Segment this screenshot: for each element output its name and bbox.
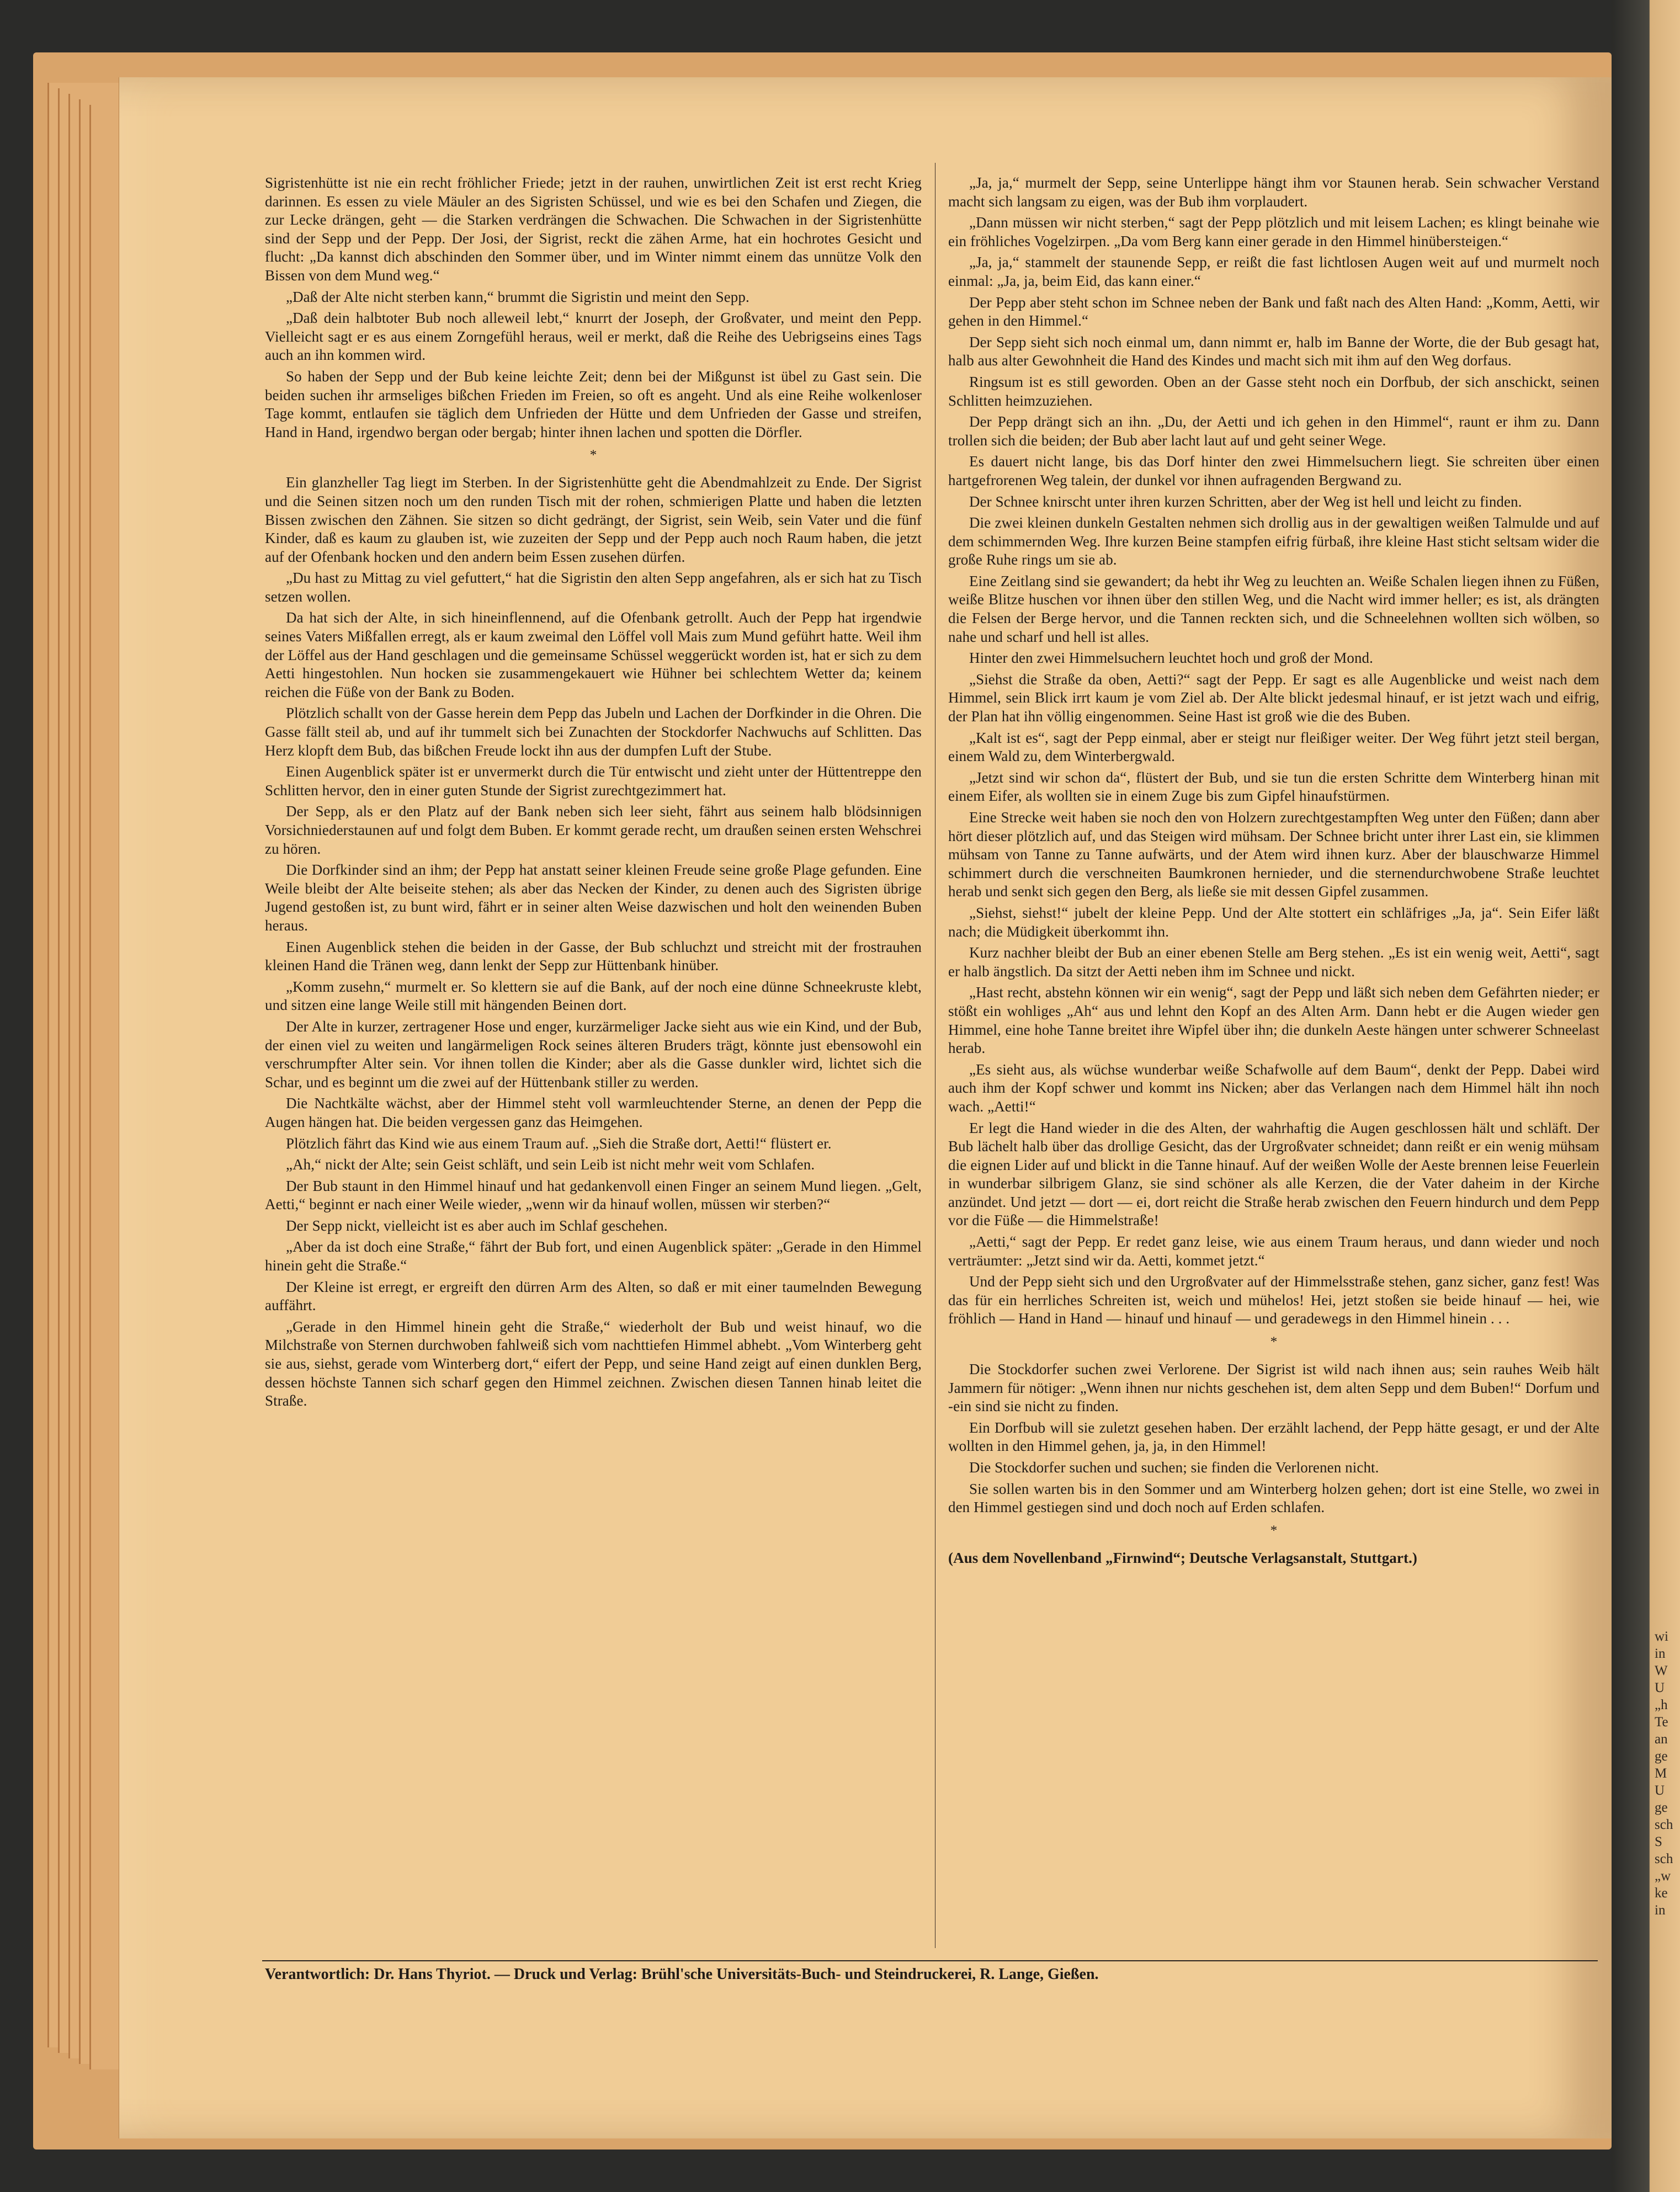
- article-paragraph: „Aber da ist doch eine Straße,“ fährt der Bub fort, und einen Augenblick später: „Gerade in den Himmel hinein geht die Straße.“: [265, 1238, 922, 1274]
- article-paragraph: Eine Strecke weit haben sie noch den von Holzern zurechtgestampften Weg unter den Füßen; dann aber hört dieser plötzlich auf, und das Steigen wird mühsam. Der Schnee bricht unter ihrer Last ein, sie klimmen mühsam von Tanne zu Tanne aufwärts, und der Atem wird ihnen kurz. Aber der blauschwarze Himmel schimmert durch die verschneiten Baumkronen hernieder, und die sternendurchwobene Straße leuchtet herab und senkt sich gegen den Berg, als ließe sie mit dessen Gipfel zusammen.: [948, 809, 1599, 900]
- article-paragraph: Die Stockdorfer suchen zwei Verlorene. Der Sigrist ist wild nach ihnen aus; sein rauhes Weib hält Jammern für nötiger: „Wenn ihnen nur nichts geschehen ist, dem alten Sepp und dem Buben!“ Dorfum und -ein sind sie nicht zu finden.: [948, 1361, 1599, 1415]
- source-credit: (Aus dem Novellenband „Firnwind“; Deutsche Verlagsanstalt, Stuttgart.): [948, 1549, 1418, 1566]
- article-paragraph: Einen Augenblick stehen die beiden in der Gasse, der Bub schluchzt und streicht mit der frostrauhen kleinen Hand die Tränen weg, dann lenkt der Sepp zur Hüttenbank hinüber.: [265, 938, 922, 974]
- article-paragraph: Und der Pepp sieht sich und den Urgroßvater auf der Himmelsstraße stehen, ganz sicher, ganz fest! Was das für ein herrliches Schreiten ist, weich und mühelos! Hei, jetzt stoßen sie beide hinauf — hei, wie fröhlich — Hand in Hand — hinauf und hinauf — und geradewegs in den Himmel hinein . . .: [948, 1273, 1599, 1327]
- adjacent-page-text: wi in W U „h Te an ge M U ge sch S sch „w ke in: [1655, 1629, 1673, 1918]
- article-paragraph: „Jetzt sind wir schon da“, flüstert der Bub, und sie tun die ersten Schritte dem Winterberg hinan mit einem Eifer, als wollten sie in einem Zuge bis zum Gipfel hinaufstürmen.: [948, 769, 1599, 805]
- article-paragraph: Einen Augenblick später ist er unvermerkt durch die Tür entwischt und zieht unter der Hüttentreppe den Schlitten hervor, den in einer guten Stunde der Sigrist zurechtgezimmert hat.: [265, 763, 922, 799]
- article-paragraph: Die Stockdorfer suchen und suchen; sie finden die Verlorenen nicht.: [969, 1459, 1379, 1476]
- article-paragraph: „Komm zusehn,“ murmelt er. So klettern sie auf die Bank, auf der noch eine dünne Schneekruste klebt, und sitzen eine lange Weile still mit hängenden Beinen dort.: [265, 978, 922, 1014]
- article-paragraph: „Es sieht aus, als wüchse wunderbar weiße Schafwolle auf dem Baum“, denkt der Pepp. Dabei wird auch ihm der Kopf schwer und kommt ins Nicken; aber das Verlangen nach dem Himmel hält ihn noch wach. „Aetti!“: [948, 1061, 1599, 1115]
- article-paragraph: Hinter den zwei Himmelsuchern leuchtet hoch und groß der Mond.: [969, 650, 1373, 667]
- article-paragraph: Der Pepp drängt sich an ihn. „Du, der Aetti und ich gehen in den Himmel“, raunt er ihm zu. Dann trollen sich die beiden; der Bub aber lacht laut auf und geht seiner Wege.: [948, 413, 1599, 449]
- left-article-column: [265, 174, 922, 1413]
- article-paragraph: Der Alte in kurzer, zertragener Hose und enger, kurzärmeliger Jacke sieht aus wie ein Kind, und der Bub, der einen viel zu weiten und langärmeligen Rock seines älteren Bruders trägt, könnte just ebensowohl ein verschrumpfter Alter sein. Vor ihnen tollen die Kinder; aber als die Gasse dunkler wird, lichtet sich die Schar, und es beginnt um die zwei auf der Hüttenbank stiller zu werden.: [265, 1018, 922, 1090]
- article-paragraph: Plötzlich schallt von der Gasse herein dem Pepp das Jubeln und Lachen der Dorfkinder in die Ohren. Die Gasse fällt steil ab, und auf ihr tummelt sich bei Zunachten der Stockdorfer Nachwuchs auf Schlitten. Das Herz klopft dem Bub, das bißchen Freude lockt ihn aus der dumpfen Luft der Stube.: [265, 705, 922, 759]
- right-article-column: [948, 174, 1599, 1570]
- article-paragraph: „Ja, ja,“ murmelt der Sepp, seine Unterlippe hängt ihm vor Staunen herab. Sein schwacher Verstand macht sich langsam zu eigen, was der Bub ihm vorplaudert.: [948, 174, 1599, 210]
- article-paragraph: Die Dorfkinder sind an ihm; der Pepp hat anstatt seiner kleinen Freude seine große Plage gefunden. Eine Weile bleibt der Alte beiseite stehen; als aber das Necken der Kinder, zu denen auch des Sigristen übrige Jugend gestoßen ist, zu bunt wird, fährt er in seiner alten Weise dazwischen und holt den weinenden Buben heraus.: [265, 861, 922, 934]
- article-paragraph: Eine Zeitlang sind sie gewandert; da hebt ihr Weg zu leuchten an. Weiße Schalen liegen ihnen zu Füßen, weiße Blitze huschen vor ihnen über den stillen Weg, und die Nacht wird immer heller; es ist, als drängten die Felsen der Berge hervor, und die Tannen reckten sich, und die Schneelehnen wollten sich wölben, so nahe und scharf und hell ist alles.: [948, 572, 1599, 645]
- article-paragraph: „Gerade in den Himmel hinein geht die Straße,“ wiederholt der Bub und weist hinauf, wo die Milchstraße von Sternen durchwoben fahlweiß sich vom nachttiefen Himmel abhebt. „Vom Winterberg geht sie aus, siehst, gerade vom Winterberg dort,“ eifert der Pepp, und seine Hand zeigt auf einen dunklen Berg, dessen höchste Tannen sich scharf gegen den Himmel zeichnen. Zwischen diesen Tannen hinab leitet die Straße.: [265, 1318, 922, 1409]
- article-paragraph: So haben der Sepp und der Bub keine leichte Zeit; denn bei der Mißgunst ist übel zu Gast sein. Die beiden suchen ihr armseliges bißchen Frieden im Freien, so oft es angeht. Und als eine Reihe wolkenloser Tage kommt, entlaufen sie täglich dem Unfrieden der Hütte und dem Unfrieden der Gasse und streifen, Hand in Hand, irgendwo bergan oder bergab; hinter ihnen lachen und spotten die Dörfler.: [265, 368, 922, 440]
- article-paragraph: „Ja, ja,“ stammelt der staunende Sepp, er reißt die fast lichtlosen Augen weit auf und murmelt noch einmal: „Ja, ja, beim Eid, das kann einer.“: [948, 254, 1599, 289]
- article-paragraph: Sie sollen warten bis in den Sommer und am Winterberg holzen gehen; dort ist eine Stelle, wo zwei in den Himmel gestiegen sind und doch noch auf Erden schlafen.: [948, 1480, 1599, 1516]
- article-paragraph: Der Sepp nickt, vielleicht ist es aber auch im Schlaf geschehen.: [286, 1217, 668, 1234]
- article-paragraph: „Daß der Alte nicht sterben kann,“ brummt die Sigristin und meint den Sepp.: [286, 288, 749, 305]
- article-paragraph: Es dauert nicht lange, bis das Dorf hinter den zwei Himmelsuchern liegt. Sie schreiten über einen hartgefrorenen Weg talein, der dunkel vor ihnen aufragenden Bergwand zu.: [948, 453, 1599, 488]
- footer-rule: [262, 1960, 1598, 1961]
- article-paragraph: „Siehst die Straße da oben, Aetti?“ sagt der Pepp. Er sagt es alle Augenblicke und weist nach dem Himmel, sein Blick irrt kaum je vom Ziel ab. Der Alte blickt jedesmal hinauf, er ist jetzt wach und eifrig, der Plan hat ihn völlig eingenommen. Seine Hast ist groß wie die des Buben.: [948, 671, 1599, 725]
- article-paragraph: „Daß dein halbtoter Bub noch alleweil lebt,“ knurrt der Joseph, der Großvater, und meint den Pepp. Vielleicht sagt er es aus einem Zorngefühl heraus, weil er merkt, daß die Reihe des Uebrigseins eines Tags auch an ihn kommen wird.: [265, 310, 922, 364]
- section-separator: *: [1270, 1334, 1278, 1350]
- article-paragraph: Ringsum ist es still geworden. Oben an der Gasse steht noch ein Dorfbub, der sich anschickt, seinen Schlitten heimzuziehen.: [948, 373, 1599, 409]
- article-paragraph: Der Sepp, als er den Platz auf der Bank neben sich leer sieht, fährt aus seinem halb blödsinnigen Vorsichniederstaunen auf und folgt dem Buben. Er kommt gerade recht, um draußen seinen ersten Wehschrei zu hören.: [265, 803, 922, 857]
- article-paragraph: Er legt die Hand wieder in die des Alten, der wahrhaftig die Augen geschlossen hält und schläft. Der Bub lächelt halb über das drollige Gesicht, das der Urgroßvater schneidet; dann reißt er ein wenig mühsam die eignen Lider auf und blickt in die Tanne hinauf. Auf der weißen Wolle der Aeste brennen leise Feuerlein in wunderbar silbrigem Glanz, sie sind schöner als alle Kerzen, die der Vater daheim in der Kirche anzündet. Und jetzt — dort — ei, dort reicht die Straße herab zwischen den Feuern hindurch und dem Pepp vor die Füße — die Himmelstraße!: [948, 1119, 1599, 1229]
- section-separator: *: [1270, 1523, 1278, 1538]
- publisher-footer: Verantwortlich: Dr. Hans Thyriot. — Druck und Verlag: Brühl'sche Universitäts-Buch- und Steindruckerei, R. Lange, Gießen.: [265, 1966, 1099, 1983]
- article-paragraph: Der Schnee knirscht unter ihren kurzen Schritten, aber der Weg ist hell und leicht zu finden.: [969, 493, 1522, 510]
- article-paragraph: Ein glanzheller Tag liegt im Sterben. In der Sigristenhütte geht die Abendmahlzeit zu Ende. Der Sigrist und die Seinen sitzen noch um den runden Tisch mit der rohen, schmierigen Platte und haben die letzten Bissen zwischen den Zähnen. Sie sitzen so dicht gedrängt, der Sigrist, sein Weib, sein Vater und die fünf Kinder, daß es kaum zu glauben ist, wie zuzeiten der Sepp und der Pepp auch noch Raum haben, die jetzt auf der Ofenbank hocken und den andern beim Essen zusehen dürfen.: [265, 474, 922, 565]
- article-paragraph: Die zwei kleinen dunkeln Gestalten nehmen sich drollig aus in der gewaltigen weißen Talmulde und auf dem schimmernden Weg. Ihre kurzen Beine stampfen eifrig fürbaß, ihre kleine Hast sticht seltsam wider die große Ruhe rings um sie ab.: [948, 514, 1599, 568]
- article-paragraph: „Dann müssen wir nicht sterben,“ sagt der Pepp plötzlich und mit leisem Lachen; es klingt beinahe wie ein fröhliches Vogelzirpen. „Da vom Berg kann einer gerade in den Himmel hinübersteigen.“: [948, 214, 1599, 249]
- article-paragraph: „Hast recht, abstehn können wir ein wenig“, sagt der Pepp und läßt sich neben dem Gefährten nieder; er stößt ein wohliges „Ah“ aus und lehnt den Kopf an des Alten Arm. Dann hebt er die Augen wieder gen Himmel, eine hohe Tanne breitet ihre Wipfel über ihn; die dunkeln Aeste hängen unter schwerer Schneelast herab.: [948, 984, 1599, 1057]
- article-paragraph: „Kalt ist es“, sagt der Pepp einmal, aber er steigt nur fleißiger weiter. Der Weg führt jetzt steil bergan, einem Wald zu, dem Winterbergwald.: [948, 729, 1599, 765]
- article-paragraph: „Du hast zu Mittag zu viel gefuttert,“ hat die Sigristin den alten Sepp angefahren, als er sich hat zu Tisch setzen wollen.: [265, 570, 922, 605]
- section-separator: *: [589, 448, 597, 463]
- article-paragraph: Der Sepp sieht sich noch einmal um, dann nimmt er, halb im Banne der Worte, die der Bub gesagt hat, halb aus alter Gewohnheit die Hand des Kindes und macht sich mit ihm auf den Weg dorfaus.: [948, 333, 1599, 369]
- article-paragraph: Der Bub staunt in den Himmel hinauf und hat gedankenvoll einen Finger an seinem Mund liegen. „Gelt, Aetti,“ beginnt er nach einer Weile wieder, „wenn wir da hinauf wollen, müssen wir sterben?“: [265, 1177, 922, 1213]
- article-paragraph: Ein Dorfbub will sie zuletzt gesehen haben. Der erzählt lachend, der Pepp hätte gesagt, er und der Alte wollten in den Himmel gehen, ja, ja, in den Himmel!: [948, 1419, 1599, 1455]
- article-paragraph: Die Nachtkälte wächst, aber der Himmel steht voll warmleuchtender Sterne, an denen der Pepp die Augen hängen hat. Die beiden vergessen ganz das Heimgehen.: [265, 1095, 922, 1130]
- article-paragraph: „Siehst, siehst!“ jubelt der kleine Pepp. Und der Alte stottert ein schläfriges „Ja, ja“. Sein Eifer läßt nach; die Müdigkeit überkommt ihn.: [948, 904, 1599, 940]
- article-paragraph: Der Kleine ist erregt, er ergreift den dürren Arm des Alten, so daß er mit einer taumelnden Bewegung auffährt.: [265, 1278, 922, 1314]
- article-paragraph: Kurz nachher bleibt der Bub an einer ebenen Stelle am Berg stehen. „Es ist ein wenig weit, Aetti“, sagt er halb ängstlich. Da sitzt der Aetti neben ihm im Schnee und nickt.: [948, 944, 1599, 980]
- article-paragraph: Sigristenhütte ist nie ein recht fröhlicher Friede; jetzt in der rauhen, unwirtlichen Zeit ist erst recht Krieg darinnen. Es essen zu viele Mäuler an des Sigristen Schüssel, und wie es bei den Schafen und Ziegen, die zur Lecke drängen, geht — die Starken verdrängen die Schwachen. Die Schwachen in der Sigristenhütte sind der Sepp und der Pepp. Der Josi, der Sigrist, reckt die zähen Arme, hat ein hochrotes Gesicht und flucht: „Da kannst dich abschinden den Sommer über, und im Winter nimmt einem das unnütze Volk den Bissen von dem Mund weg.“: [265, 174, 922, 284]
- article-paragraph: „Ah,“ nickt der Alte; sein Geist schläft, und sein Leib ist nicht mehr weit vom Schlafen.: [286, 1156, 815, 1173]
- article-paragraph: Der Pepp aber steht schon im Schnee neben der Bank und faßt nach des Alten Hand: „Komm, Aetti, wir gehen in den Himmel.“: [948, 294, 1599, 329]
- article-paragraph: Plötzlich fährt das Kind wie aus einem Traum auf. „Sieh die Straße dort, Aetti!“ flüstert er.: [286, 1135, 832, 1152]
- article-paragraph: Da hat sich der Alte, in sich hineinflennend, auf die Ofenbank getrollt. Auch der Pepp hat irgendwie seines Vaters Mißfallen erregt, als er kaum zweimal den Löffel voll Mais zum Mund geführt hatte. Weil ihm der Löffel aus der Hand geschlagen und die gemeinsame Schüssel weggerückt worden ist, hat er sich zu dem Aetti hingestohlen. Nun hocken sie zusammengekauert wie Hühner bei schlechtem Wetter da; keinem reichen die Füße von der Bank zu Boden.: [265, 609, 922, 700]
- article-paragraph: „Aetti,“ sagt der Pepp. Er redet ganz leise, wie aus einem Traum heraus, und dann wieder und noch verträumter: „Jetzt sind wir da. Aetti, kommet jetzt.“: [948, 1233, 1599, 1269]
